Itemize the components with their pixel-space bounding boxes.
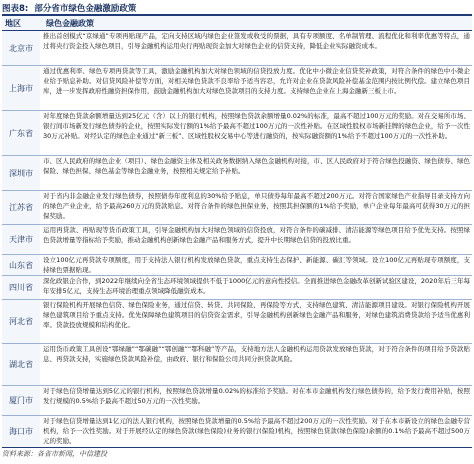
header-region: 地区	[5, 18, 21, 28]
table-row	[2, 66, 472, 111]
region-cell: 厦门市	[2, 386, 40, 415]
region-cell: 北京市	[2, 31, 40, 65]
bottom-divider	[2, 447, 472, 448]
figure-title-text: 部分省市绿色金融激励政策	[34, 3, 137, 14]
region-cell: 深圳市	[2, 156, 40, 190]
table-row	[2, 344, 472, 386]
header-policy: 绿色金融政策	[46, 18, 94, 28]
policy-cell: 设立100亿元再贷款专项额度，用于支持法人银行机构发放绿色贷款，重点支持生态保护、新能源、碳汇等领域。设立100亿元再贴现专项额度，支持绿色票据贴现。	[43, 256, 470, 274]
region-cell: 河北省	[2, 300, 40, 343]
region-cell: 湖北省	[2, 344, 40, 385]
table-row	[2, 156, 472, 191]
table-header	[2, 16, 472, 30]
table-row	[2, 386, 472, 416]
region-cell: 天津市	[2, 225, 40, 254]
table-row	[2, 31, 472, 66]
policy-cell: 运用货币政策工具创设“鄂绿融”“鄂碳融”“鄂创融”“鄂科融”等产品，支持地方法人金融机构运用贷款发放绿色贷款，对于符合条件的项目给予贷款贴息、再贷款支持，实施绿色贷款风险补偿，由政府、银行和保险公司共同分担贷款风险。	[43, 345, 470, 363]
region-cell: 四川省	[2, 276, 40, 299]
policy-cell: 对于省内非金融企业发行绿色债券，按照债券年度利息的30%给予贴息，单只债券每年最高不超过200万元。对符合国家绿色产业指导目录支持方向的绿色产业企业，给予最高260万元的贷款贴息。对符合条件的绿色担保业务，按照其担保额的1%给予奖励，单户企业每年最高可获得30万元的担保奖励。	[43, 192, 470, 220]
policy-cell: 运用再贷款、再贴现等货币政策工具，引导金融机构加大对绿色领域的信贷投放，对符合条件的碳减排、清洁能源等绿色项目给予优先支持。按照绿色贷款增量等指标给予奖励，推动金融机构创新绿色金融产品和服务方式，提升中长期绿色信贷的投放比重。	[43, 226, 470, 244]
policy-cell: 推出首创模式“京绿通”专项再贴现产品，定向支持区域内绿色企业签发或收受的票据，具有专项额度、名单制管理、流程优化和利率优惠等特点，通过将央行资金投入绿色项目，引导金融机构运用央行再贴现资金加大对绿色企业的信贷支持，降低企业实际融资成本。	[43, 32, 470, 50]
region-cell: 山东省	[2, 255, 40, 275]
policy-cell: 通过优惠利率、绿色专项再贷款等工具，激励金融机构加大对绿色领域的信贷投放力度。优化中小微企业信贷奖补政策，对符合条件的绿色中小微企业给予贴息补助。对信贷风险补偿等方面，对相关绿色贷款不良率给予适当容忍，允许对企业在贷款风险补偿基金范围内按比例代偿。建立绿色项目库，进一步发挥政府性融资担保作用，鼓励金融机构加大对绿色贷款项目的支持力度。支持绿色企业在上海金融新三板上市。	[43, 67, 470, 95]
figure-title	[2, 1, 136, 14]
table-row	[2, 300, 472, 344]
figure-label: 图表8:	[2, 3, 29, 14]
table-row	[2, 255, 472, 276]
policy-cell: 对年度绿色贷款余额增量达到25亿元（含）以上的银行机构，按照绿色贷款余额增量0.02%的标准，最高不超过100万元的奖励。对在交易所市场、银行间市场新发行绿色债券的企业，按照实际发行额的1%给予最高不超过100万元的一次性补贴。在区域性股权市场新挂牌的绿色企业，给予一次性30万元补贴。对经认定的绿色企业通过“新三板”、区域性股权交易中心等进行融资的，按实际融资额的1%给予不超过100万元的一次性补助。	[43, 112, 470, 140]
region-cell: 上海市	[2, 66, 40, 110]
source-note: 资料来源：各省市新闻，中信建投	[2, 450, 107, 458]
table-row	[2, 191, 472, 225]
table-row	[2, 111, 472, 156]
policy-cell: 市、区人民政府的绿色企业（项目）、绿色金融资主体及相关政务数据纳入绿色金融机构对接，市、区人民政府对于符合绿色投融资、绿色债券、绿色保险、绿色担保、绿色基金等绿色金融业务，按照相关规定给予补贴。	[43, 157, 470, 175]
policy-cell: 银行保险机构开展绿色信贷、绿色保险业务，通过信贷、转贷、共同保险、再保险等方式，支持绿色建筑、清洁能源项目建设。对银行保险机构开展绿色建筑项目给予重点支持。优先保障绿色建筑项目的信贷资金需求，引导金融机构创新绿色金融产品和服务，对绿色建筑消费贷款给予适当优惠利率。贷款投放规模和结构优化。	[43, 301, 470, 329]
table-row	[2, 276, 472, 300]
policy-cell: 深化政银企合作，到2022年继续向全省生态环境领域提供不低于1000亿元的意向性授信。全面推进绿色金融改革创新试验区建设，2020年后三年每年安排5亿元，支持生态环境治理重点领域降低融资成本。	[43, 277, 470, 295]
region-cell: 海口市	[2, 416, 40, 447]
policy-cell: 对于绿色信贷增量达到5亿元的银行机构，按照绿色贷款增量0.02%的标准给予奖励。对在本市金融机构发行绿色债券的，给予发行费用补贴，按照发行规模的0.5%给予最高不超过50万元的一次性奖励。	[43, 387, 470, 405]
table-row	[2, 225, 472, 255]
region-cell: 广东省	[2, 111, 40, 155]
region-cell: 江苏省	[2, 191, 40, 224]
policy-cell: 对于绿色信贷增量达到1亿元的法人银行机构，按照绿色贷款增量的0.5%给予最高不超过200万元的一次性奖励。对于在本市新设立的绿色金融专营机构，给予一次性奖励。对于开展经认定的绿色贷款(绿色保险)业务的银行(保险)机构，按照绿色贷款(绿色保险)余额的0.1%给予最高不超过500万元的奖励。	[43, 417, 470, 445]
table-row	[2, 416, 472, 447]
